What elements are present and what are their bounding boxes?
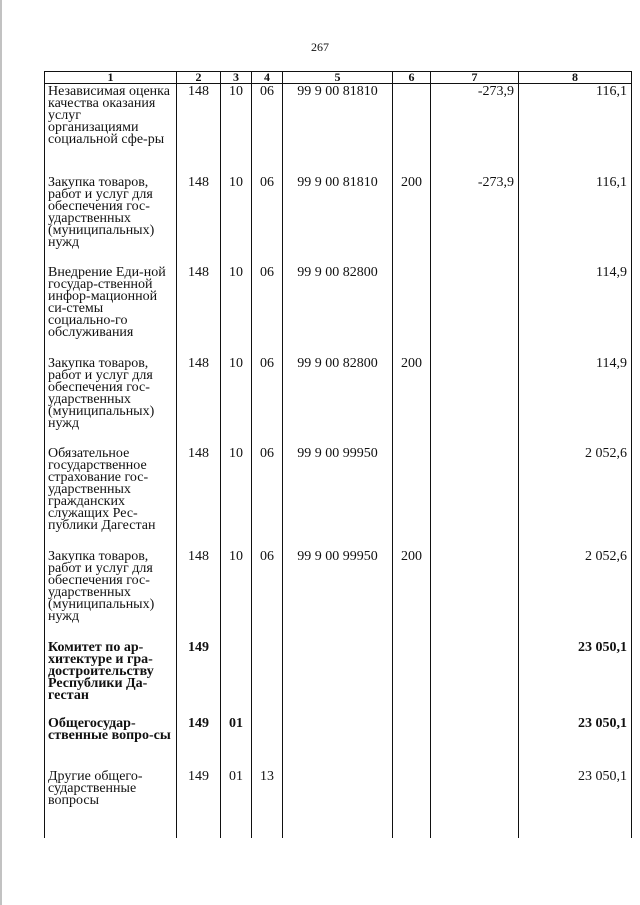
target-article: 99 9 00 99950 — [283, 549, 393, 640]
change-amount — [431, 446, 519, 549]
row-name: Общегосудар-ственные вопро-сы — [45, 716, 177, 769]
subsection-code: 06 — [252, 175, 283, 265]
col-header: 7 — [431, 72, 519, 84]
col-header: 2 — [177, 72, 221, 84]
subsection-code: 06 — [252, 549, 283, 640]
change-amount: -273,9 — [431, 175, 519, 265]
admin-code: 148 — [177, 356, 221, 446]
scan-edge — [0, 0, 2, 905]
total-amount: 114,9 — [519, 356, 632, 446]
row-name: Другие общего-сударственные вопросы — [45, 769, 177, 839]
target-article — [283, 716, 393, 769]
budget-table — [44, 71, 632, 838]
row-name: Закупка товаров, работ и услуг для обеспечения гос-ударственных (муниципальных) нужд — [45, 549, 177, 640]
col-header: 3 — [221, 72, 252, 84]
target-article — [283, 640, 393, 716]
col-header: 1 — [45, 72, 177, 84]
header-row — [45, 72, 632, 84]
admin-code: 149 — [177, 716, 221, 769]
row-name: Внедрение Еди-ной государ-ственной инфор-мационной си-стемы социально-го обслуживания — [45, 265, 177, 356]
admin-code: 148 — [177, 175, 221, 265]
row-name: Закупка товаров, работ и услуг для обеспечения гос-ударственных (муниципальных) нужд — [45, 356, 177, 446]
section-code: 10 — [221, 265, 252, 356]
target-article: 99 9 00 81810 — [283, 175, 393, 265]
table-row — [45, 356, 632, 446]
total-amount: 116,1 — [519, 84, 632, 175]
total-amount: 2 052,6 — [519, 549, 632, 640]
table-row — [45, 769, 632, 839]
total-amount: 114,9 — [519, 265, 632, 356]
admin-code: 148 — [177, 84, 221, 175]
change-amount — [431, 356, 519, 446]
subsection-code — [252, 716, 283, 769]
total-amount: 2 052,6 — [519, 446, 632, 549]
section-code: 10 — [221, 549, 252, 640]
subsection-code: 06 — [252, 84, 283, 175]
table-row — [45, 446, 632, 549]
admin-code: 148 — [177, 446, 221, 549]
col-header: 8 — [519, 72, 632, 84]
change-amount — [431, 549, 519, 640]
target-article: 99 9 00 82800 — [283, 356, 393, 446]
section-code — [221, 640, 252, 716]
target-article: 99 9 00 99950 — [283, 446, 393, 549]
target-article — [283, 769, 393, 839]
table-row — [45, 549, 632, 640]
admin-code: 148 — [177, 549, 221, 640]
page-number: 267 — [311, 40, 329, 54]
col-header: 5 — [283, 72, 393, 84]
row-name: Независимая оценка качества оказания услуг организациями социальной сфе-ры — [45, 84, 177, 175]
change-amount — [431, 769, 519, 839]
subsection-code: 13 — [252, 769, 283, 839]
section-code: 10 — [221, 84, 252, 175]
row-name: Закупка товаров, работ и услуг для обеспечения гос-ударственных (муниципальных) нужд — [45, 175, 177, 265]
expense-type — [393, 446, 431, 549]
expense-type — [393, 640, 431, 716]
subsection-code: 06 — [252, 265, 283, 356]
expense-type — [393, 716, 431, 769]
expense-type — [393, 769, 431, 839]
table-row — [45, 84, 632, 175]
table-row — [45, 265, 632, 356]
total-amount: 23 050,1 — [519, 769, 632, 839]
row-name: Обязательное государственное страхование гос-ударственных гражданских служащих Рес-публики Дагестан — [45, 446, 177, 549]
expense-type — [393, 265, 431, 356]
col-header: 4 — [252, 72, 283, 84]
admin-code: 148 — [177, 265, 221, 356]
change-amount: -273,9 — [431, 84, 519, 175]
row-name: Комитет по ар-хитектуре и гра-достроительству Республики Да-гестан — [45, 640, 177, 716]
table-row — [45, 640, 632, 716]
admin-code: 149 — [177, 640, 221, 716]
target-article: 99 9 00 81810 — [283, 84, 393, 175]
total-amount: 23 050,1 — [519, 640, 632, 716]
subsection-code — [252, 640, 283, 716]
section-code: 10 — [221, 356, 252, 446]
table-row — [45, 716, 632, 769]
change-amount — [431, 716, 519, 769]
section-code: 10 — [221, 175, 252, 265]
subsection-code: 06 — [252, 356, 283, 446]
table-row — [45, 175, 632, 265]
col-header: 6 — [393, 72, 431, 84]
total-amount: 23 050,1 — [519, 716, 632, 769]
target-article: 99 9 00 82800 — [283, 265, 393, 356]
subsection-code: 06 — [252, 446, 283, 549]
change-amount — [431, 640, 519, 716]
expense-type: 200 — [393, 175, 431, 265]
section-code: 01 — [221, 769, 252, 839]
expense-type: 200 — [393, 356, 431, 446]
change-amount — [431, 265, 519, 356]
section-code: 01 — [221, 716, 252, 769]
section-code: 10 — [221, 446, 252, 549]
total-amount: 116,1 — [519, 175, 632, 265]
admin-code: 149 — [177, 769, 221, 839]
expense-type: 200 — [393, 549, 431, 640]
expense-type — [393, 84, 431, 175]
